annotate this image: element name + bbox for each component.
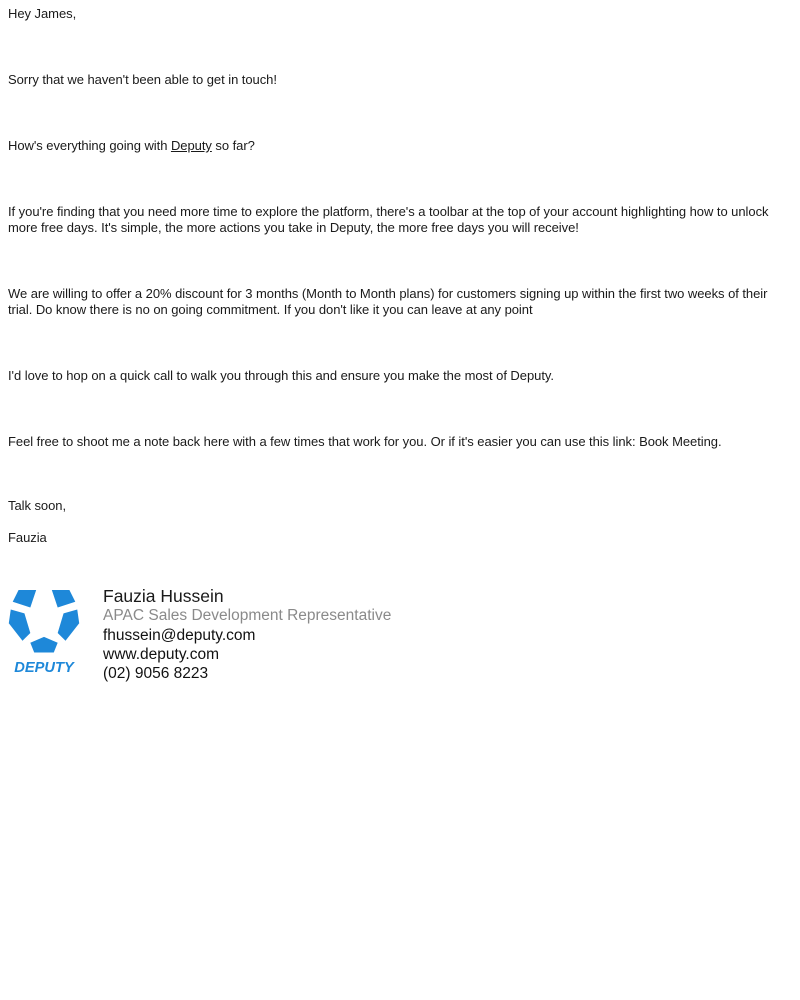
deputy-link[interactable]: Deputy (170, 138, 212, 153)
signature-details (103, 586, 391, 683)
paragraph-call: I'd love to hop on a quick call to walk you through this and ensure you make the most of Deputy. (8, 368, 554, 383)
email-signature (8, 586, 608, 686)
signature-title: APAC Sales Development Representative (103, 607, 392, 624)
signature-website[interactable]: www.deputy.com (103, 646, 220, 663)
greeting: Hey James, (8, 6, 77, 21)
paragraph-discount: We are willing to offer a 20% discount for 3 months (Month to Month plans) for customers signing up within the first two weeks of their trial. Do know there is no on going commitment. If you don't like it you can leave at any point (8, 286, 768, 317)
paragraph-checkin (8, 138, 792, 154)
signature-phone[interactable]: (02) 9056 8223 (103, 665, 209, 682)
paragraph-checkin-end: so far? (211, 138, 255, 153)
paragraph-apology: Sorry that we haven't been able to get in touch! (8, 72, 277, 87)
deputy-logo-icon (8, 588, 80, 676)
deputy-logo-text: DEPUTY (14, 660, 74, 676)
sender-first-name: Fauzia (8, 530, 47, 545)
deputy-star-mark-icon (9, 590, 79, 653)
paragraph-toolbar: If you're finding that you need more time to explore the platform, there's a toolbar at the top of your account highlighting how to unlock more free days. It's simple, the more actions you take in Deputy, the more free days you will receive! (8, 204, 769, 235)
signature-name: Fauzia Hussein (103, 586, 224, 606)
paragraph-checkin-start: How's everything going with (8, 138, 171, 153)
signoff: Talk soon, (8, 498, 67, 513)
paragraph-meeting: Feel free to shoot me a note back here with a few times that work for you. Or if it's easier you can use this link: Book Meeting. (8, 434, 722, 449)
signature-email[interactable]: fhussein@deputy.com (103, 627, 256, 644)
